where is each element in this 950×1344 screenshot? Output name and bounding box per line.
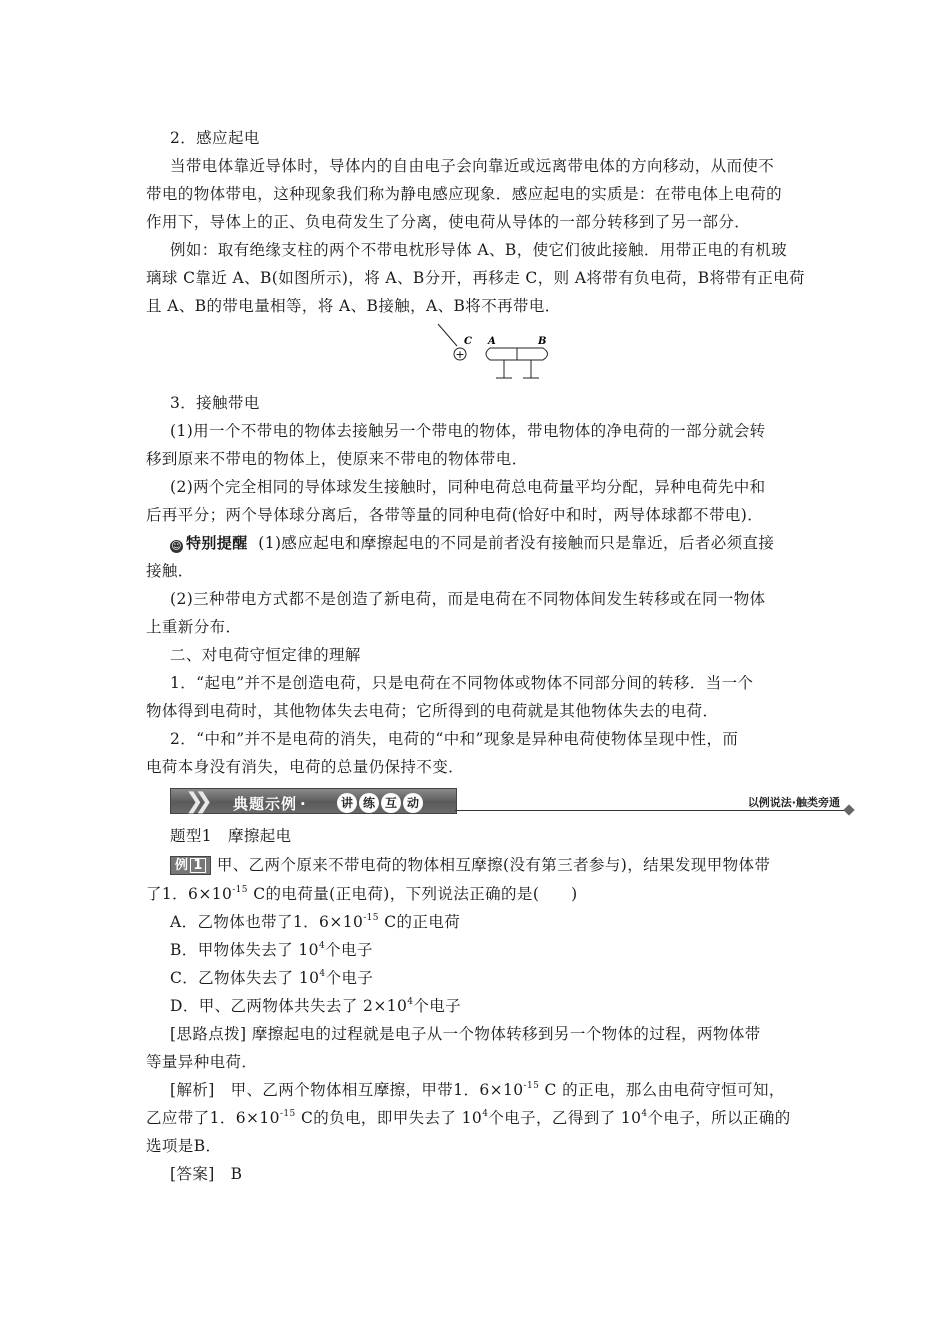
paragraph-line: 作用下，导体上的正、负电荷发生了分离，使电荷从导体的一部分转移到了另一部分． [146,213,751,231]
section-banner [170,786,860,816]
banner-badge: 讲 [337,793,357,813]
paragraph-line: 移到原来不带电的物体上，使原来不带电的物体带电． [146,450,528,468]
conductor-b [517,348,548,360]
question-line: 了1．$6\times 10^{-15}$ C的电荷量(正电荷)，下列说法正确的是( ) [146,885,578,903]
double-chevron-icon: ❯❯ [185,789,204,814]
paragraph-line: (1)用一个不带电的物体去接触另一个带电的物体，带电物体的净电荷的一部分就会转 [170,422,766,440]
notice-text: (1)感应起电和摩擦起电的不同是前者没有接触而只是靠近，后者必须直接 [258,534,775,552]
option-c: C．乙物体失去了 $10^4$个电子 [170,969,374,987]
solution-line: [解析] 甲、乙两个物体相互摩擦，甲带1．$6\times 10^{-15}$ C 的正电，那么由电荷守恒可知， [170,1081,785,1099]
answer-line: [答案] B [170,1165,243,1183]
hint-line: 等量异种电荷． [146,1053,258,1071]
paragraph-line: 2．“中和”并不是电荷的消失，电荷的“中和”现象是异种电荷使物体呈现中性，而 [170,730,739,748]
banner-rule [455,810,847,811]
paragraph-line: 且 A、B的带电量相等，将 A、B接触，A、B将不再带电． [146,297,561,315]
section-heading: 2．感应起电 [170,129,260,147]
section-heading: 3．接触带电 [170,394,260,412]
paragraph-line: 当带电体靠近导体时，导体内的自由电子会向靠近或远离带电体的方向移动，从而使不 [170,157,775,175]
paragraph-line: 接触． [146,562,194,580]
paragraph-line: (2)两个完全相同的导体球发生接触时，同种电荷总电荷量平均分配，异种电荷先中和 [170,478,766,496]
conductor-a [486,348,517,360]
paragraph-line: 带电的物体带电，这种现象我们称为静电感应现象．感应起电的实质是：在带电体上电荷的 [146,185,783,203]
plus-sign: + [455,348,465,361]
solution-line: 乙应带了1．$6\times 10^{-15}$ C的负电，即甲失去了 $10^4$个电子，乙得到了 $10^4$个电子，所以正确的 [146,1109,791,1127]
banner-badge: 练 [359,793,379,813]
banner-badge: 动 [403,793,423,813]
question-line: 例 1 甲、乙两个原来不带电荷的物体相互摩擦(没有第三者参与)，结果发现甲物体带 [170,855,770,875]
option-d: D．甲、乙两物体共失去了 $2\times 10^4$个电子 [170,997,462,1015]
glass-rod [438,324,457,346]
solution-line: 选项是B． [146,1137,222,1155]
banner-bar [170,788,457,814]
banner-title: 典题示例 · [233,795,307,813]
paragraph-line: 上重新分布． [146,618,242,636]
notice-line [170,533,774,553]
paragraph-line: 物体得到电荷时，其他物体失去电荷；它所得到的电荷就是其他物体失去的电荷． [146,702,719,720]
label-a: A [488,336,496,347]
question-type-heading: 题型1 摩擦起电 [170,827,292,845]
induction-figure [430,322,560,384]
section-heading: 二、对电荷守恒定律的理解 [170,646,361,664]
notice-icon: ☺ [171,541,182,552]
paragraph-line: 例如：取有绝缘支柱的两个不带电枕形导体 A、B，使它们彼此接触．用带正电的有机玻 [170,241,788,259]
paragraph-line: 1．“起电”并不是创造电荷，只是电荷在不同物体或物体不同部分间的转移．当一个 [170,674,754,692]
label-c: C [464,336,472,347]
notice-label: 特别提醒 [186,534,248,552]
paragraph-line: 电荷本身没有消失，电荷的总量仍保持不变． [146,758,465,776]
banner-subtitle: 以例说法·触类旁通 [747,796,840,809]
label-b: B [538,336,547,347]
option-b: B．甲物体失去了 $10^4$个电子 [170,941,373,959]
option-a: A．乙物体也带了1．$6\times 10^{-15}$ C的正电荷 [170,913,461,931]
hint-line: [思路点拨] 摩擦起电的过程就是电子从一个物体转移到另一个物体的过程，两物体带 [170,1025,761,1043]
banner-badges [337,792,425,813]
paragraph-line: (2)三种带电方式都不是创造了新电荷，而是电荷在不同物体间发生转移或在同一物体 [170,590,766,608]
paragraph-line: 璃球 C靠近 A、B(如图所示)，将 A、B分开，再移走 C，则 A将带有负电荷，B将带有正电荷 [146,269,805,287]
banner-badge: 互 [381,793,401,813]
paragraph-line: 后再平分；两个导体球分离后，各带等量的同种电荷(恰好中和时，两导体球都不带电)． [146,506,764,524]
example-badge: 例 1 [170,856,211,875]
diamond-icon [843,804,854,815]
